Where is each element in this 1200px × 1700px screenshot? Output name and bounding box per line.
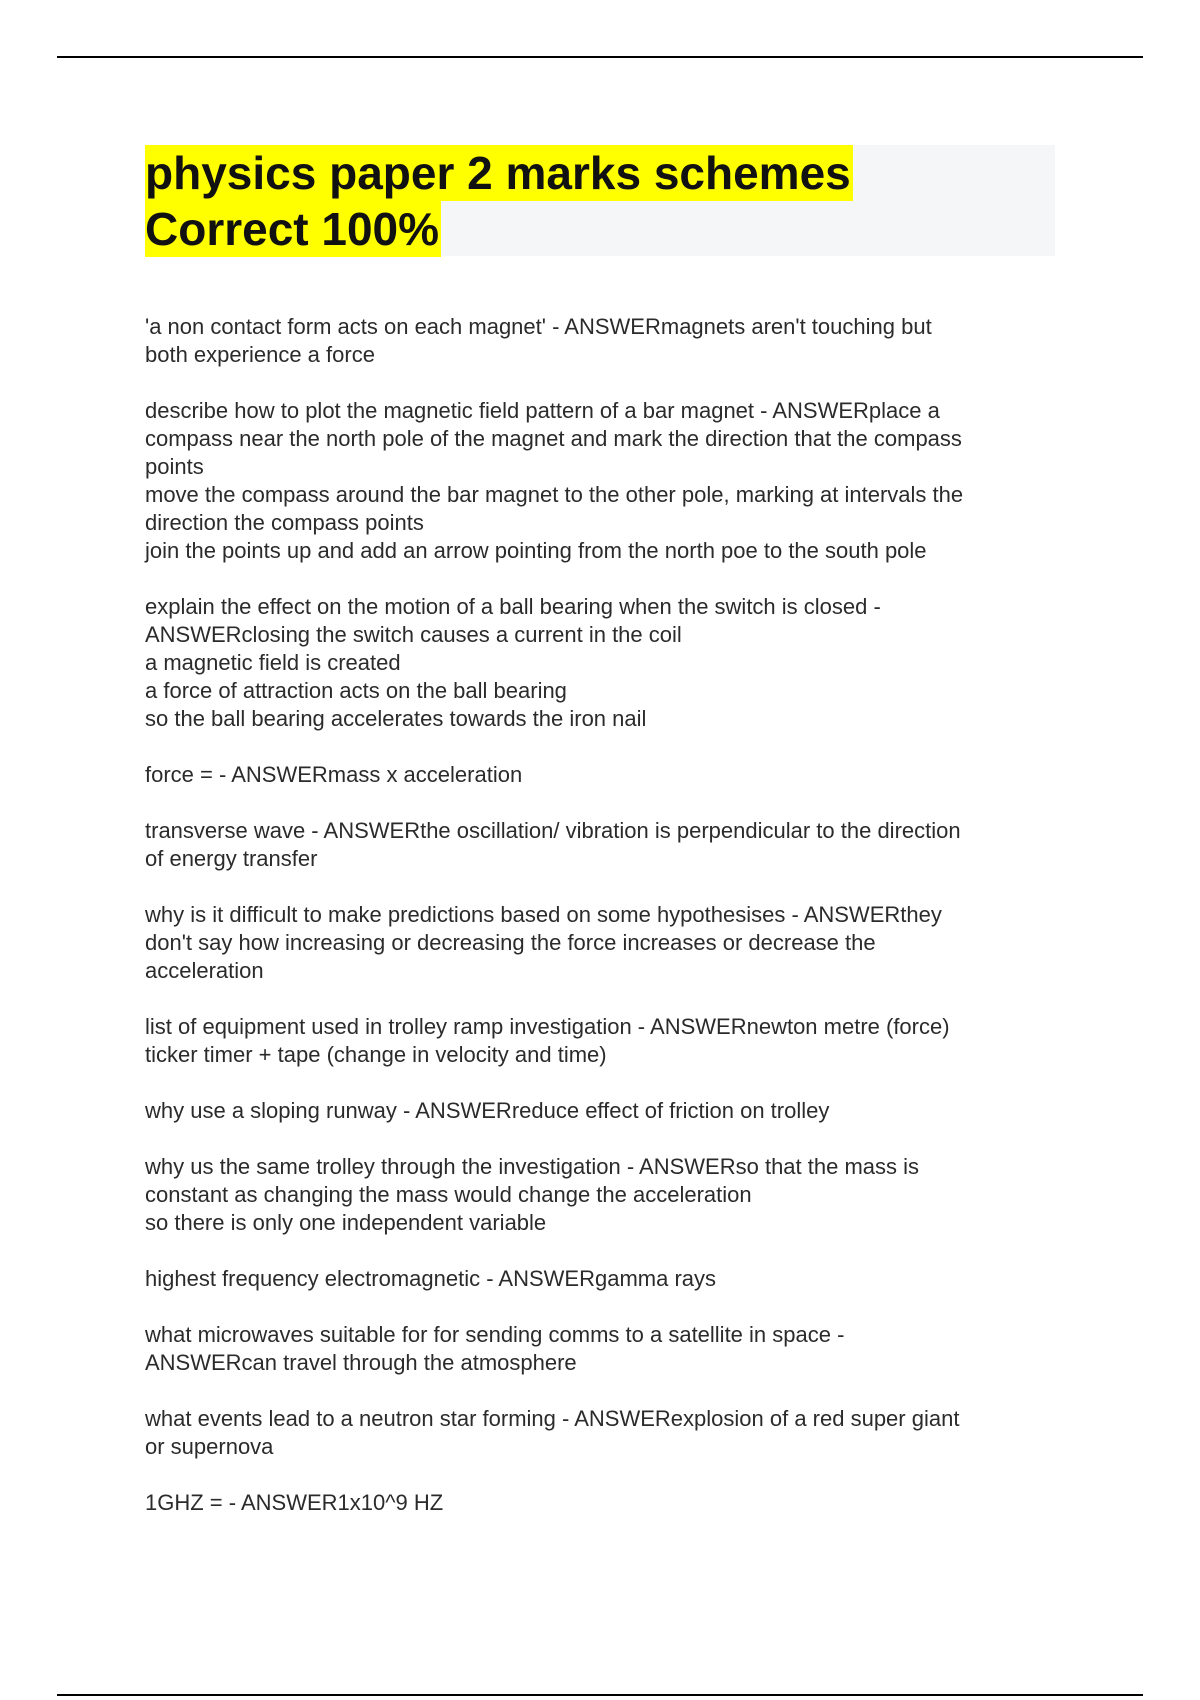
qa-line: both experience a force: [145, 342, 375, 367]
qa-entry: [145, 761, 1075, 789]
qa-entry: [145, 1153, 1075, 1237]
qa-line: force = - ANSWERmass x acceleration: [145, 762, 523, 787]
qa-entry: [145, 1489, 1075, 1517]
qa-line: 1GHZ = - ANSWER1x10^9 HZ: [145, 1490, 444, 1515]
qa-line: of energy transfer: [145, 846, 318, 871]
qa-line: a force of attraction acts on the ball bearing: [145, 678, 567, 703]
qa-line: ANSWERclosing the switch causes a current in the coil: [145, 622, 682, 647]
top-rule: [57, 56, 1143, 58]
title-line-2: Correct 100%: [145, 203, 440, 255]
qa-entry: [145, 593, 1075, 733]
qa-line: constant as changing the mass would change the acceleration: [145, 1182, 752, 1207]
qa-line: what events lead to a neutron star forming - ANSWERexplosion of a red super giant: [145, 1406, 960, 1431]
qa-line: ANSWERcan travel through the atmosphere: [145, 1350, 577, 1375]
qa-line: why is it difficult to make predictions based on some hypothesises - ANSWERthey: [145, 902, 942, 927]
qa-entry: [145, 901, 1075, 985]
qa-line: list of equipment used in trolley ramp investigation - ANSWERnewton metre (force): [145, 1014, 950, 1039]
qa-line: so there is only one independent variable: [145, 1210, 547, 1235]
qa-line: why us the same trolley through the investigation - ANSWERso that the mass is: [145, 1154, 920, 1179]
qa-entry: [145, 1097, 1075, 1125]
qa-line: or supernova: [145, 1434, 274, 1459]
qa-line: explain the effect on the motion of a ball bearing when the switch is closed -: [145, 594, 881, 619]
qa-line: describe how to plot the magnetic field pattern of a bar magnet - ANSWERplace a: [145, 398, 940, 423]
qa-line: compass near the north pole of the magnet and mark the direction that the compass: [145, 426, 962, 451]
qa-entry: [145, 1013, 1075, 1069]
qa-line: move the compass around the bar magnet to the other pole, marking at intervals the: [145, 482, 964, 507]
qa-line: a magnetic field is created: [145, 650, 401, 675]
qa-entry: [145, 313, 1075, 369]
qa-line: acceleration: [145, 958, 264, 983]
qa-line: highest frequency electromagnetic - ANSWERgamma rays: [145, 1266, 717, 1291]
qa-line: so the ball bearing accelerates towards the iron nail: [145, 706, 647, 731]
qa-line: why use a sloping runway - ANSWERreduce effect of friction on trolley: [145, 1098, 830, 1123]
qa-line: points: [145, 454, 204, 479]
qa-line: direction the compass points: [145, 510, 424, 535]
qa-line: join the points up and add an arrow pointing from the north poe to the south pole: [145, 538, 927, 563]
qa-entry: [145, 817, 1075, 873]
title-line-1: physics paper 2 marks schemes: [145, 147, 851, 199]
qa-list: [145, 313, 1075, 1545]
qa-line: don't say how increasing or decreasing the force increases or decrease the: [145, 930, 876, 955]
qa-line: ticker timer + tape (change in velocity and time): [145, 1042, 607, 1067]
qa-entry: [145, 1405, 1075, 1461]
qa-line: what microwaves suitable for for sending comms to a satellite in space -: [145, 1322, 845, 1347]
qa-line: transverse wave - ANSWERthe oscillation/ vibration is perpendicular to the direction: [145, 818, 961, 843]
qa-entry: [145, 397, 1075, 565]
qa-entry: [145, 1321, 1075, 1377]
bottom-rule: [57, 1694, 1143, 1696]
qa-entry: [145, 1265, 1075, 1293]
qa-line: 'a non contact form acts on each magnet' - ANSWERmagnets aren't touching but: [145, 314, 932, 339]
document-title: [145, 145, 1055, 256]
